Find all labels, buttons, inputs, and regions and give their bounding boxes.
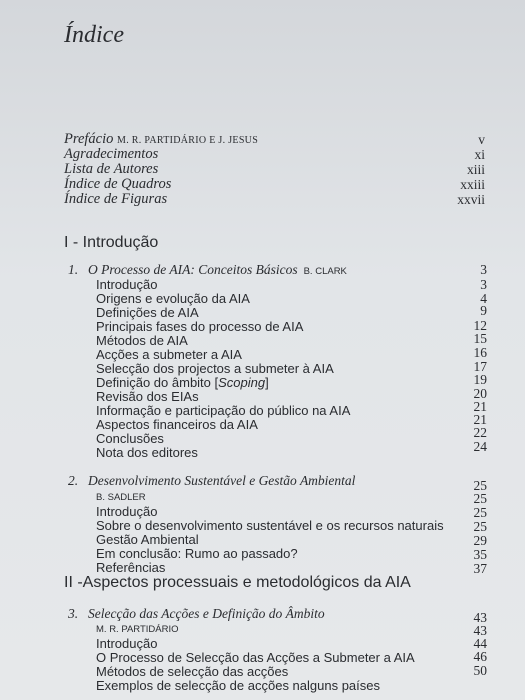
toc-page: 4: [480, 291, 487, 306]
toc-page: 9: [480, 303, 487, 318]
toc-page: xxiii: [460, 177, 485, 192]
toc-page: xxvii: [457, 192, 485, 207]
toc-page: 25: [473, 519, 487, 534]
toc-subentry: Nota dos editores: [96, 445, 198, 460]
toc-page: xiii: [466, 162, 485, 177]
toc-entry-lista-autores: Lista de Autores: [64, 161, 159, 177]
toc-subentry: Principais fases do processo de AIA: [96, 319, 304, 334]
toc-subentry: Sobre o desenvolvimento sustentável e os recursos naturais: [96, 518, 444, 533]
toc-page: 25: [473, 491, 487, 506]
toc-page: 3: [480, 277, 487, 292]
toc-page: 21: [473, 399, 487, 414]
toc-page: 43: [473, 623, 487, 638]
toc-subentry: Origens e evolução da AIA: [96, 291, 250, 306]
toc-subentry: Introdução: [96, 504, 158, 519]
toc-page: 29: [473, 533, 487, 548]
toc-subentry: Gestão Ambiental: [96, 532, 199, 547]
toc-subentry: Em conclusão: Rumo ao passado?: [96, 546, 298, 561]
chapter-author: B. SADLER: [96, 492, 146, 503]
toc-page: 43: [473, 610, 487, 625]
toc-subentry: Definições de AIA: [96, 305, 199, 320]
chapter-heading: 3. Selecção das Acções e Definição do Âmbito: [68, 606, 325, 621]
toc-subentry: Acções a submeter a AIA: [96, 347, 242, 362]
toc-page: 21: [473, 412, 487, 427]
toc-page: 17: [473, 359, 487, 374]
toc-subentry: Selecção dos projectos a submeter à AIA: [96, 361, 334, 376]
toc-subentry: Métodos de selecção das acções: [96, 664, 289, 679]
toc-page: v: [478, 132, 485, 147]
toc-subentry: Exemplos de selecção de acções nalguns países: [96, 678, 381, 693]
toc-entry-indice-quadros: Índice de Quadros: [64, 176, 172, 192]
toc-subentry: Introdução: [96, 277, 158, 292]
toc-entry-indice-figuras: Índice de Figuras: [64, 191, 168, 207]
toc-page: 25: [473, 478, 487, 493]
toc-subentry: Referências: [96, 560, 166, 575]
toc-page: 50: [473, 663, 487, 678]
toc-page: 3: [480, 262, 487, 277]
toc-page: 46: [473, 649, 487, 664]
toc-page: 12: [473, 318, 487, 333]
toc-entry-agradecimentos: Agradecimentos: [64, 146, 159, 162]
toc-page: 16: [473, 345, 487, 360]
toc-subentry: Métodos de AIA: [96, 333, 188, 348]
toc-subentry: O Processo de Selecção das Acções a Submeter a AIA: [96, 650, 415, 665]
toc-subentry: Aspectos financeiros da AIA: [96, 417, 258, 432]
toc-page: xi: [474, 147, 485, 162]
toc-page: 22: [473, 425, 487, 440]
toc-subentry: Informação e participação do público na AIA: [96, 403, 351, 418]
toc-page: 20: [473, 386, 487, 401]
chapter-heading: 1. O Processo de AIA: Conceitos Básicos B. CLARK: [68, 262, 347, 277]
toc-subentry: Definição do âmbito [Scoping]: [96, 375, 269, 390]
page-title: Índice: [64, 22, 124, 48]
toc-subentry: Introdução: [96, 636, 158, 651]
toc-entry-prefacio: Prefácio M. R. PARTIDÁRIO E J. JESUS: [64, 131, 259, 147]
toc-page: 44: [473, 636, 487, 651]
toc-page: 24: [473, 439, 487, 454]
scoping-term: Scoping: [218, 375, 266, 390]
part-title: II -Aspectos processuais e metodológicos da AIA: [64, 574, 411, 591]
toc-subentry: Conclusões: [96, 431, 164, 446]
toc-page: 37: [473, 561, 487, 576]
part-title: I - Introdução: [64, 234, 159, 251]
toc-page: 25: [473, 505, 487, 520]
chapter-author: M. R. PARTIDÁRIO: [96, 624, 179, 635]
toc-page: 15: [473, 331, 487, 346]
toc-subentry: Revisão dos EIAs: [96, 389, 199, 404]
chapter-heading: 2. Desenvolvimento Sustentável e Gestão Ambiental: [68, 473, 356, 488]
toc-page: 35: [473, 547, 487, 562]
toc-page: 19: [473, 372, 487, 387]
